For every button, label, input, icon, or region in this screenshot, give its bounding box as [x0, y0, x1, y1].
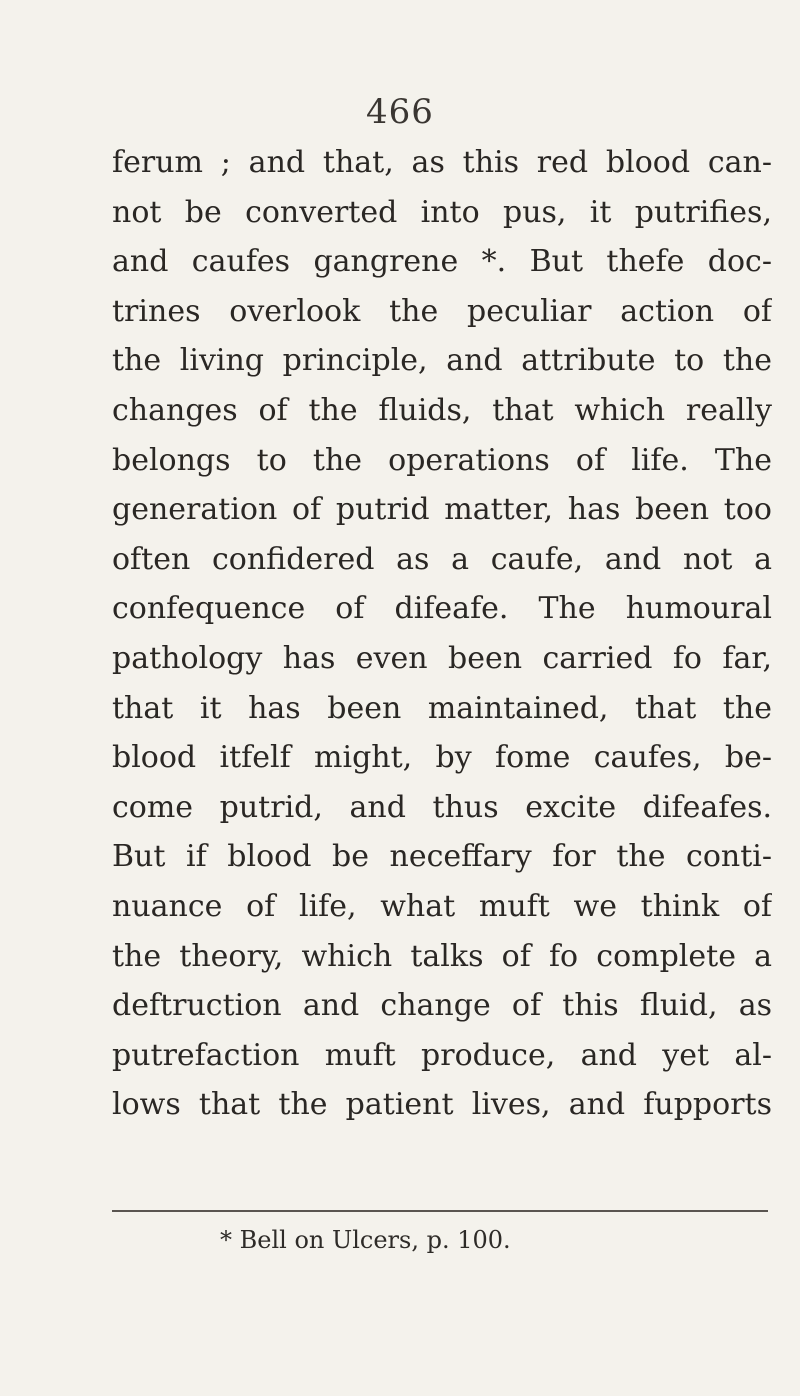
text-line: changes of the fluids, that which really	[112, 392, 772, 428]
body-text	[112, 138, 772, 1130]
text-line: ferum ; and that, as this red blood can-	[112, 145, 772, 180]
text-line: deftruction and change of this fluid, as	[112, 988, 772, 1024]
text-line: But if blood be neceffary for the conti-	[112, 839, 772, 875]
text-line: blood itfelf might, by fome caufes, be-	[112, 740, 772, 776]
footnote-divider	[112, 1210, 768, 1212]
text-line: belongs to the operations of life. The	[112, 442, 772, 478]
text-line: the living principle, and attribute to the	[112, 343, 772, 379]
text-line: pathology has even been carried fo far,	[112, 640, 772, 676]
text-line: come putrid, and thus excite difeafes.	[112, 789, 772, 825]
text-line: that it has been maintained, that the	[112, 690, 772, 726]
page-number: 466	[366, 92, 434, 132]
text-line: lows that the patient lives, and fupports	[112, 1087, 772, 1123]
footnote: * Bell on Ulcers, p. 100.	[220, 1226, 511, 1254]
text-line: and caufes gangrene *. But thefe doc-	[112, 244, 772, 280]
text-line: trines overlook the peculiar action of	[112, 293, 772, 329]
text-line: generation of putrid matter, has been too	[112, 492, 772, 528]
text-line: nuance of life, what muft we think of	[112, 888, 772, 924]
text-line: often confidered as a caufe, and not a	[112, 541, 772, 577]
text-line: the theory, which talks of fo complete a	[112, 938, 772, 974]
text-line: putrefaction muft produce, and yet al-	[112, 1037, 772, 1073]
text-line: not be converted into pus, it putrifies,	[112, 194, 772, 230]
text-line: confequence of difeafe. The humoural	[112, 591, 772, 627]
